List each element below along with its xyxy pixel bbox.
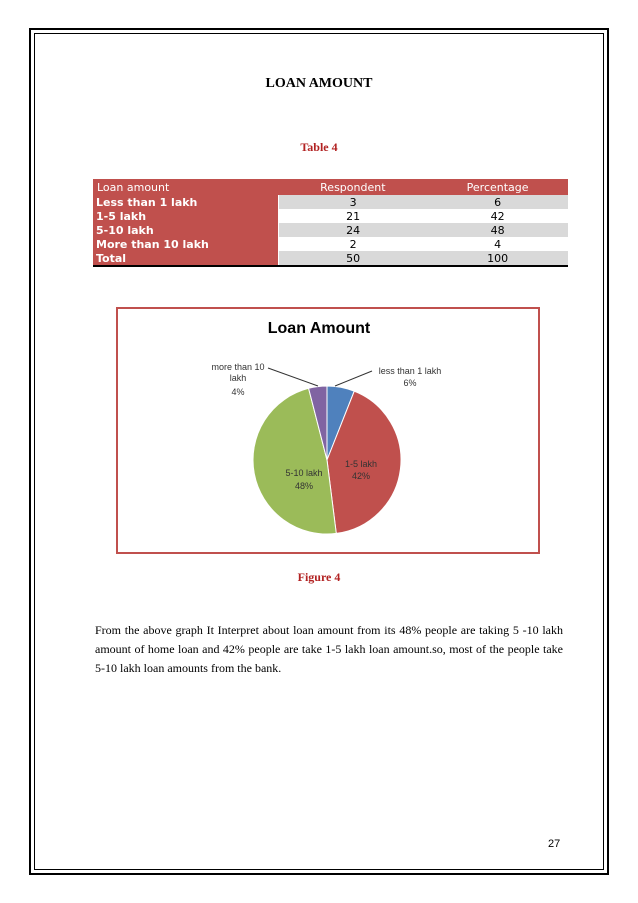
table-caption: Table 4 (300, 140, 338, 154)
slice-label-1-5-lakh-name: 1-5 lakh (344, 459, 378, 469)
figure-caption: Figure 4 (297, 570, 341, 584)
leader-line-more-than-10-lakh (268, 368, 318, 386)
slice-label-5-10-lakh-pct: 48% (294, 481, 314, 491)
percentage-cell: 6 (427, 195, 568, 209)
interpretation-paragraph: From the above graph It Interpret about loan amount from its 48% people are taking 5 -10 lakh amount of home loan and 42% people are take 1-5 lakh loan amount.so, most of the people take 5-10 lakh loan amounts from the bank. (95, 623, 563, 675)
page-number: 27 (548, 838, 561, 850)
respondent-cell: 21 (279, 209, 428, 223)
percentage-cell: 100 (427, 251, 568, 266)
row-label: Less than 1 lakh (93, 195, 279, 209)
chart-title: Loan Amount (267, 320, 371, 337)
slice-label-1-5-lakh-pct: 42% (351, 471, 371, 481)
row-label: More than 10 lakh (93, 237, 279, 251)
slice-label-less-than-1-lakh-name: less than 1 lakh (378, 366, 442, 376)
respondent-cell: 3 (279, 195, 428, 209)
slice-label-more-than-10-lakh-pct: 4% (231, 387, 245, 397)
slice-label-5-10-lakh-name: 5-10 lakh (285, 468, 323, 478)
row-label: 1-5 lakh (93, 209, 279, 223)
column-header-respondent: Respondent (279, 179, 428, 195)
column-header-percentage: Percentage (427, 179, 568, 195)
percentage-cell: 42 (427, 209, 568, 223)
column-header-loan-amount: Loan amount (93, 179, 279, 195)
row-label: Total (93, 251, 279, 266)
pie-slices (253, 386, 401, 534)
slice-label-more-than-10-lakh-name-line1: more than 10 (211, 362, 265, 372)
row-label: 5-10 lakh (93, 223, 279, 237)
percentage-cell: 48 (427, 223, 568, 237)
respondent-cell: 2 (279, 237, 428, 251)
respondent-cell: 24 (279, 223, 428, 237)
respondent-cell: 50 (279, 251, 428, 266)
slice-label-more-than-10-lakh-name-line2: lakh (229, 373, 247, 383)
slice-label-less-than-1-lakh-pct: 6% (403, 378, 417, 388)
leader-line-less-than-1-lakh (335, 371, 372, 386)
section-heading: LOAN AMOUNT (265, 76, 373, 91)
percentage-cell: 4 (427, 237, 568, 251)
